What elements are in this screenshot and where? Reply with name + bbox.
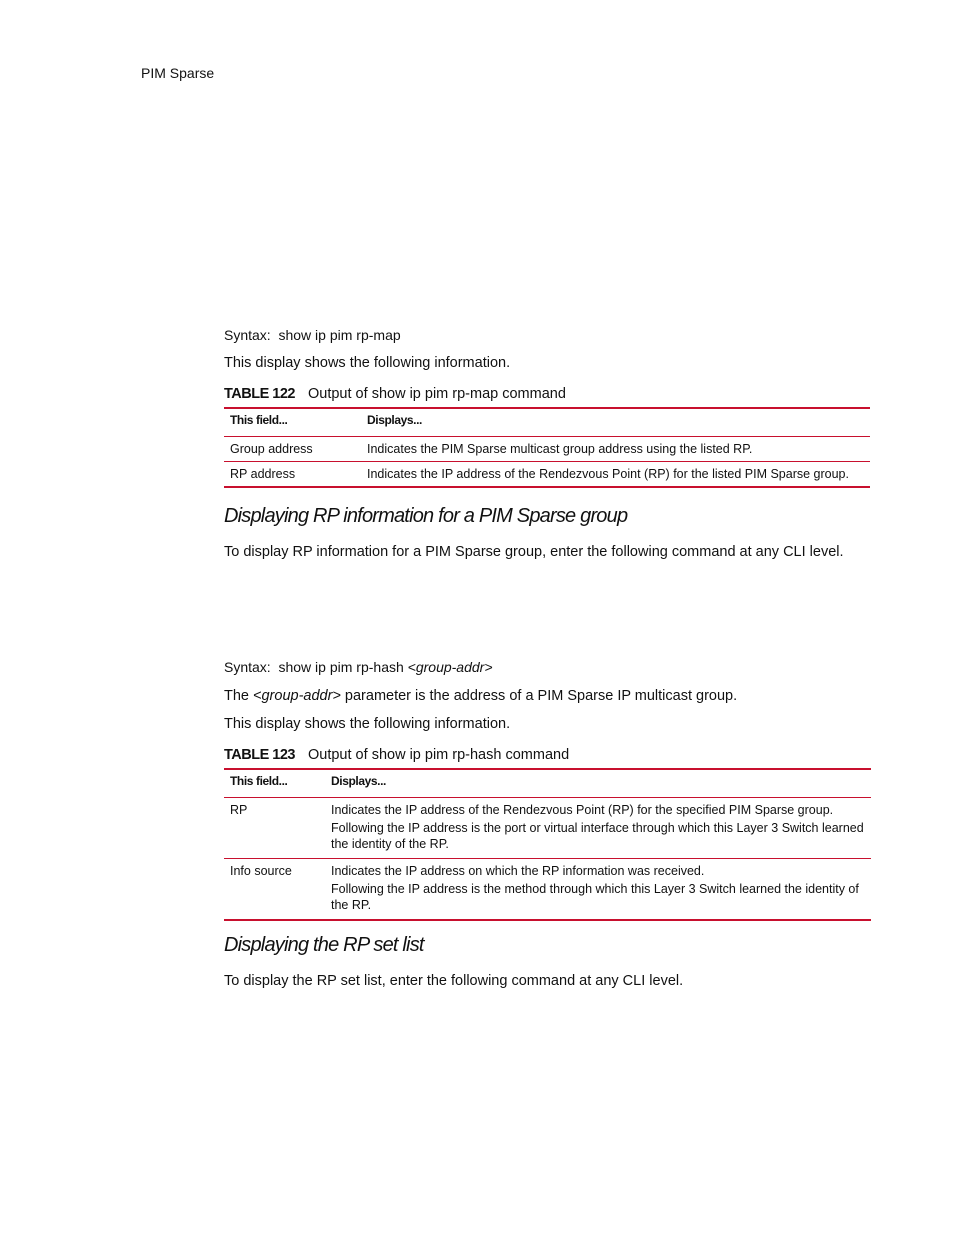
description-line: Following the IP address is the method through which this Layer 3 Switch learned the identity of the RP. (331, 882, 859, 912)
param-text: parameter is the address of a PIM Sparse IP multicast group. (340, 688, 738, 704)
syntax-command: show ip pim rp-map (278, 327, 401, 343)
description-cell: Indicates the IP address of the Rendezvous Point (RP) for the listed PIM Sparse group. (361, 462, 870, 488)
description-cell (325, 798, 871, 859)
column-header: Displays... (361, 408, 870, 437)
syntax-parameter: <group-addr> (407, 659, 493, 675)
column-header: This field... (224, 769, 325, 798)
caption-text: command (501, 747, 570, 763)
section-heading: Displaying the RP set list (224, 934, 424, 956)
info-paragraph: This display shows the following information. (224, 716, 511, 732)
description-cell: Indicates the PIM Sparse multicast group address using the listed RP. (361, 437, 870, 462)
field-cell: RP address (224, 462, 361, 488)
table-122-caption (224, 386, 566, 402)
parameter-description (224, 688, 737, 704)
caption-text: Output of (308, 386, 372, 402)
table-row (224, 437, 870, 462)
caption-text: Output of (308, 747, 372, 763)
table-123 (224, 768, 871, 921)
intro-paragraph: This display shows the following information. (224, 355, 511, 371)
table-122 (224, 407, 870, 488)
table-row (224, 859, 871, 921)
description-line: Following the IP address is the port or virtual interface through which this Layer 3 Switch learned the identity of the RP. (331, 821, 864, 851)
caption-command: show ip pim rp-hash (371, 747, 502, 763)
description-line: Indicates the IP address on which the RP information was received. (331, 864, 705, 878)
table-header-row (224, 769, 871, 798)
running-header: PIM Sparse (141, 65, 215, 81)
syntax-rp-hash (224, 659, 493, 675)
param-name: <group-addr> (253, 688, 341, 704)
column-header: Displays... (325, 769, 871, 798)
table-row (224, 798, 871, 859)
syntax-command: show ip pim rp-hash (278, 659, 404, 675)
table-row (224, 462, 870, 488)
syntax-label: Syntax: (224, 659, 271, 675)
field-cell: Group address (224, 437, 361, 462)
table-123-caption (224, 747, 569, 763)
intro-paragraph: To display the RP set list, enter the following command at any CLI level. (224, 973, 684, 989)
table-number: TABLE 122 (224, 386, 295, 402)
table-number: TABLE 123 (224, 747, 295, 763)
param-text: The (224, 688, 254, 704)
syntax-rp-map (224, 327, 401, 343)
syntax-label: Syntax: (224, 327, 271, 343)
description-line: Indicates the IP address of the Rendezvous Point (RP) for the specified PIM Sparse group. (331, 803, 834, 817)
intro-paragraph: To display RP information for a PIM Sparse group, enter the following command at any CLI level. (224, 544, 844, 560)
table-header-row (224, 408, 870, 437)
field-cell: Info source (224, 859, 325, 921)
description-cell (325, 859, 871, 921)
column-header: This field... (224, 408, 361, 437)
field-cell: RP (224, 798, 325, 859)
section-heading: Displaying RP information for a PIM Sparse group (224, 505, 628, 527)
caption-text: command (498, 386, 566, 402)
caption-command: show ip pim rp-map (371, 386, 499, 402)
